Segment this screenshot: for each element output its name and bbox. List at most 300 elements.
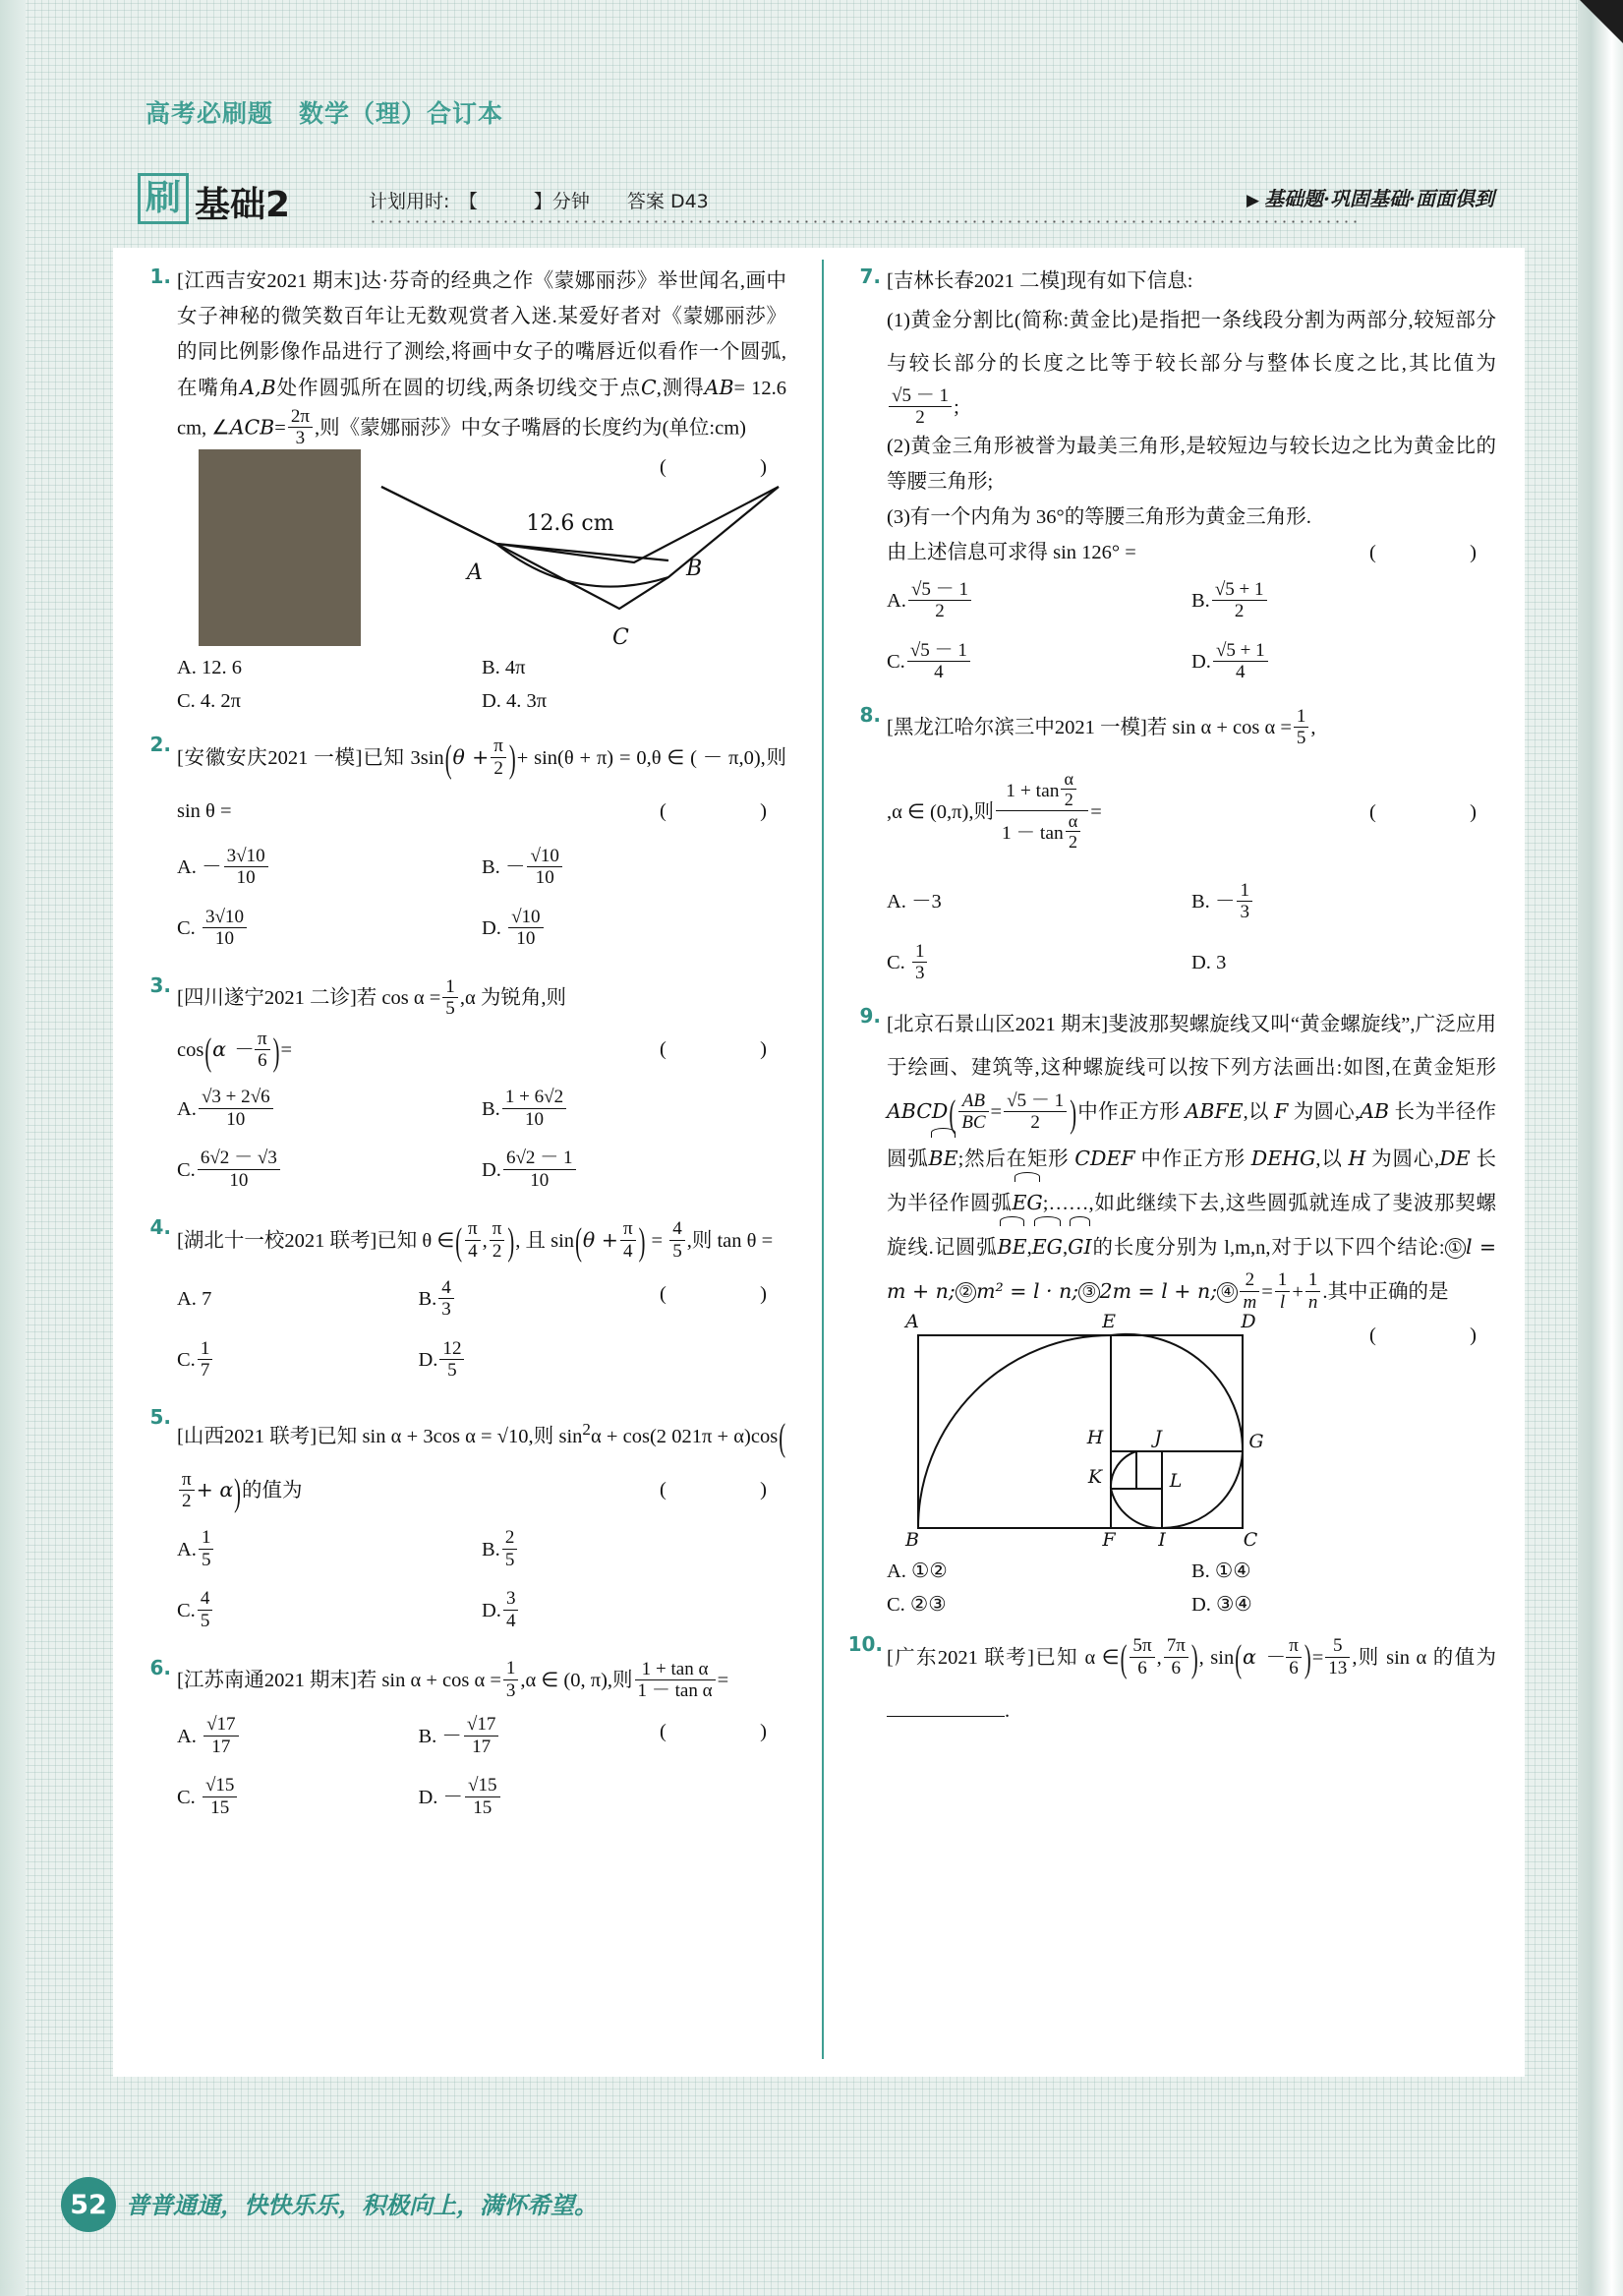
q5-opt-c-num: 4 [198, 1588, 213, 1610]
q4-i2-den: 2 [492, 1240, 502, 1262]
question-7-line2: (2)黄金三角形被誉为最美三角形,是较短边与较长边之比为黄金比的等腰三角形; [887, 436, 1496, 494]
q1-eq: = [274, 417, 286, 440]
question-10-body: [广东2021 联考]已知 α ∈( $\frac{5\pi}{6}$ , $\frac{7\pi}{6}$ ), sin(α － $\frac{\pi}{6}$ )= $\frac{5}{13}$ ,则 sin α 的值为. [887, 1631, 1496, 1737]
q7-answer-paren: ( ) [1368, 542, 1496, 564]
q2-opt-c-label: C. [177, 917, 196, 940]
q1-var-c: C [641, 376, 657, 399]
q8-opt-d-value: 3 [1216, 952, 1227, 974]
q6-answer-paren: ( ) [659, 1720, 786, 1742]
question-6-number: 6. [149, 1655, 171, 1679]
q7-opt-a-den: 2 [935, 601, 945, 622]
q1-fraction [288, 406, 313, 449]
q10-i1-num: 5π [1130, 1635, 1154, 1657]
q9-arc-list-1: BE [998, 1225, 1027, 1268]
q8-opt-b-sign: － [1214, 891, 1236, 913]
q9-option-b[interactable]: B. ①④ [1191, 1560, 1251, 1582]
q2-option-c[interactable] [177, 898, 482, 959]
q2-frac1-num: π [491, 736, 506, 757]
question-3-expression [177, 1024, 786, 1078]
question-2 [138, 732, 786, 959]
q8-num-text: 1 + tan [1006, 781, 1060, 802]
dotted-divider [369, 220, 1362, 223]
q8-opt-c-label: C. [887, 952, 905, 974]
q4-option-c[interactable] [177, 1329, 418, 1390]
q3-expr-lead: cos [177, 1039, 204, 1062]
q4-a1-den: 4 [622, 1240, 633, 1262]
q2-opt-c-den: 10 [214, 928, 234, 950]
plan-time-label: 计划用时: 【 】分钟 答案 D43 [369, 191, 709, 212]
q9-t7: 中作正方形 [1134, 1148, 1251, 1170]
q5-frac-num: π [179, 1469, 195, 1491]
q2-answer-paren: ( ) [659, 800, 786, 823]
q4-tail: ,则 tan θ = [686, 1229, 774, 1252]
q6-option-b[interactable] [418, 1706, 659, 1767]
question-1-body [177, 264, 787, 478]
q9-abfe: ABFE [1185, 1099, 1244, 1124]
q4-mid: , 且 sin [515, 1229, 575, 1252]
q7-option-a[interactable] [887, 570, 1191, 631]
q8-den-text: 1 － tan [1001, 822, 1064, 844]
question-8-options [887, 871, 1496, 993]
q10-lead: 已知 α ∈ [1033, 1646, 1120, 1669]
q4-paren-open: ( [455, 1222, 463, 1264]
q7-lead: 现有如下信息: [1066, 270, 1193, 292]
question-1-options [177, 651, 786, 718]
q1-answer-paren: ( ) [659, 455, 786, 478]
q10-answer-blank[interactable] [887, 1697, 1005, 1717]
q8-opt-b-den: 3 [1240, 902, 1249, 923]
q9-arc-list-3: GI [1068, 1225, 1091, 1268]
question-7 [847, 264, 1496, 692]
q9-t13: .其中正确的是 [1322, 1280, 1449, 1303]
q3-opt-c-den: 10 [229, 1169, 249, 1191]
page-right-edge [1578, 0, 1623, 2296]
q9-h: H [1348, 1146, 1366, 1170]
q2-opt-a-sign: － [202, 856, 222, 879]
q8-frac-num: 1 [1294, 706, 1309, 728]
shua-badge [138, 173, 189, 224]
q9-gold-den: 2 [1030, 1112, 1040, 1134]
q10-a1-num: π [1286, 1635, 1302, 1657]
page-left-edge [0, 0, 26, 2296]
q9-option-d[interactable]: D. ③④ [1191, 1593, 1252, 1616]
svg-text:F: F [1102, 1528, 1116, 1550]
q5-opt-c-label: C. [177, 1599, 196, 1621]
question-9-body: [北京石景山区2021 期末]斐波那契螺旋线又叫“黄金螺旋线”,广泛应用于绘画、建筑等,这种螺旋线可以按下列方法画出:如图,在黄金矩形 ABCD( $\frac{AB}{BC}$ = $\frac{√5 - 1}{2}$ )中作正方形 ABFE,以 F 为圆心,AB 长为半径作圆弧BE;然后在矩形 CDEF 中作正方形 DEHG,以 H 为圆心,DE 长为半径作圆弧EG;……,如此继续下去,这些圆弧就连成了斐波那契螺旋线.记圆弧BE,EG,GI的长度分别为 l,m,n,对于以下四个结论: ① l = m + n; ② m² = l · n; ③ 2m = l + n; ④ $\frac{2}{m}$ = $\frac{1}{l}$ + $\frac{1}{n}$ .其中正确的是 ( ) [887, 1003, 1496, 1313]
q1-text-1: 达·芬奇的经典之作《蒙娜丽莎》举世闻名,画中女子神秘的微笑数百年让无数观赏者入迷.某爱好者对《蒙娜丽莎》的同比例影像作品进行了测绘,将画中女子的嘴唇近似看作一个圆弧,在嘴角 [177, 270, 787, 399]
page-number-badge: 52 [61, 2177, 116, 2232]
question-3 [138, 972, 786, 1200]
question-7-line1 [887, 299, 1496, 429]
q1-text-2: 处作圆弧所在圆的切线,两条切线交于点 [275, 378, 642, 399]
q6-opt-a-num: √17 [203, 1714, 239, 1736]
svg-text:H: H [1086, 1426, 1104, 1448]
column-divider [822, 260, 824, 2059]
q9-arc-eg: EG [1012, 1181, 1042, 1224]
q3-option-c[interactable] [177, 1140, 482, 1201]
q9-t10: 长为半径作圆弧 [887, 1148, 1497, 1214]
q8-opt-b-label: B. [1191, 891, 1210, 913]
q9-option-a[interactable]: A. ①② [887, 1560, 948, 1582]
q1-option-d[interactable]: D. 4. 3π [482, 689, 548, 712]
q8-frac-den: 5 [1296, 728, 1306, 749]
q2-lead: 已知 3sin [362, 746, 444, 769]
q3-lead: 若 cos α = [356, 987, 441, 1010]
q6-opt-b-sign: － [441, 1725, 462, 1747]
section-tagline [1246, 183, 1494, 211]
q4-paren-close: ) [507, 1222, 515, 1264]
question-9-figure [877, 1314, 1486, 1555]
q6-opt-a-den: 17 [211, 1736, 231, 1757]
q9-t12: 的长度分别为 l,m,n,对于以下四个结论: [1091, 1236, 1445, 1259]
q2-opt-a-den: 10 [236, 867, 256, 889]
q8-option-c[interactable] [887, 932, 1191, 993]
question-6-options [177, 1706, 660, 1828]
q3-frac [442, 976, 458, 1020]
q4-opt-c-den: 7 [200, 1359, 210, 1381]
question-7-number: 7. [859, 265, 881, 288]
q9-t11: ;……,如此继续下去,这些圆弧就连成了斐波那契螺旋线.记圆弧 [887, 1192, 1496, 1259]
svg-text:A: A [467, 559, 483, 585]
q6-opt-c-label: C. [177, 1786, 196, 1808]
q2-mid: + sin(θ + π) = 0,θ ∈ ( － π,0),则 sin θ = [177, 746, 786, 823]
q9-ab: AB [1360, 1099, 1390, 1124]
q9-f: F [1274, 1099, 1289, 1124]
q9-arc-list-2: EG [1032, 1225, 1063, 1268]
q6-option-d[interactable] [418, 1767, 659, 1828]
q3-expr-arg: α － [212, 1037, 254, 1062]
svg-text:G: G [1248, 1430, 1264, 1452]
q8-option-d[interactable] [1191, 932, 1496, 993]
q9-gold-num: √5 － 1 [1004, 1090, 1067, 1112]
q3-frac-den: 5 [445, 998, 455, 1020]
question-9-number: 9. [859, 1004, 881, 1029]
q3-option-b[interactable] [482, 1079, 786, 1140]
q10-i1-den: 6 [1137, 1657, 1147, 1678]
question-9 [847, 1003, 1496, 1620]
q1-text-3: ,测得 [656, 378, 705, 399]
q1-frac-den: 3 [295, 428, 306, 449]
q9-ratio-eq: = [990, 1101, 1003, 1124]
q4-eq-den: 5 [672, 1240, 682, 1262]
q6-opt-b-num: √17 [464, 1714, 499, 1736]
question-1-number: 1. [149, 265, 171, 288]
question-6 [138, 1655, 786, 1828]
q8-opt-d-label: D. [1191, 952, 1211, 974]
q5-opt-a-den: 5 [201, 1549, 211, 1570]
q9-concl-1-marker: ① [1445, 1238, 1466, 1259]
q9-ratio-paren-open: ( [949, 1093, 956, 1136]
q7-line1-tail: ; [954, 396, 959, 419]
q7-option-c[interactable] [887, 631, 1191, 692]
shua-badge-label: 刷 [145, 178, 181, 218]
q10-arg-open: ( [1235, 1639, 1243, 1681]
q4-eq-num: 4 [669, 1218, 685, 1240]
q7-opt-d-den: 4 [1236, 662, 1246, 683]
q6-opt-a-label: A. [177, 1725, 197, 1747]
q9-dehg: DEHG [1250, 1146, 1316, 1170]
q1-option-c[interactable]: C. 4. 2π [177, 689, 242, 712]
q4-opt-c-num: 1 [198, 1338, 213, 1360]
running-head: 高考必刷题 数学（理）合订本 [145, 99, 504, 128]
q3-paren-open: ( [204, 1031, 212, 1074]
q2-opt-d-label: D. [482, 917, 501, 940]
q2-option-d[interactable] [482, 898, 786, 959]
q7-option-b[interactable] [1191, 570, 1496, 631]
q3-option-a[interactable] [177, 1079, 482, 1140]
q6-option-c[interactable] [177, 1767, 418, 1828]
q8-option-b[interactable] [1191, 871, 1496, 932]
q5-paren-close: ) [234, 1472, 241, 1514]
q9-option-c[interactable]: C. ②③ [887, 1593, 947, 1616]
q7-opt-c-den: 4 [934, 662, 944, 683]
q10-interval-open: ( [1120, 1639, 1128, 1681]
q9-c4-den3: n [1307, 1291, 1318, 1313]
q1-var-ab: A,B [240, 376, 276, 399]
q4-i1-num: π [465, 1218, 481, 1240]
svg-text:B: B [905, 1528, 919, 1550]
q6-opt-d-sign: － [442, 1786, 464, 1808]
q8-lead: 若 sin α + cos α = [1146, 717, 1292, 739]
q8-opt-a-value: －3 [911, 891, 942, 913]
q10-i2-num: 7π [1164, 1635, 1188, 1657]
q9-cdef: CDEF [1074, 1146, 1135, 1170]
q9-ratio-paren-close: ) [1070, 1093, 1077, 1136]
q4-arg-close: ) [638, 1222, 646, 1264]
q9-concl-2-marker: ② [956, 1282, 976, 1303]
q3-opt-a-den: 10 [226, 1108, 246, 1130]
q5-source: [山西2021 联考] [177, 1425, 318, 1447]
q2-option-a[interactable] [177, 837, 482, 898]
q1-text-4: ,则《蒙娜丽莎》中女子嘴唇的长度约为(单位:cm) [314, 417, 746, 440]
q6-big-den: 1 － tan α [637, 1680, 713, 1702]
q2-opt-b-sign: － [504, 856, 526, 879]
q5-opt-d-label: D. [482, 1599, 501, 1621]
q10-source: [广东2021 联考] [887, 1646, 1034, 1669]
svg-text:E: E [1102, 1313, 1116, 1332]
q8-tail: = [1090, 801, 1102, 824]
q6-mid: ,α ∈ (0, π),则 [520, 1669, 633, 1691]
q9-source: [北京石景山区2021 期末] [887, 1014, 1109, 1036]
svg-text:A: A [905, 1313, 919, 1332]
q3-opt-b-label: B. [482, 1097, 500, 1120]
question-10 [847, 1631, 1496, 1737]
q7-line1: (1)黄金分割比(简称:黄金比)是指把一条线段分割为两部分,较短部分与较长部分的长度之比等于较长部分与整体长度之比,其比值为 [887, 310, 1496, 375]
question-1-figure [177, 449, 786, 651]
q6-opt-c-den: 15 [210, 1796, 230, 1818]
q9-c4-den2: l [1279, 1291, 1286, 1313]
q6-lead: 若 sin α + cos α = [356, 1669, 501, 1691]
q9-c4-eq: = [1261, 1280, 1273, 1303]
q10-val-den: 13 [1328, 1657, 1348, 1678]
q3-opt-d-label: D. [482, 1158, 501, 1181]
q3-opt-c-label: C. [177, 1158, 196, 1181]
q4-opt-d-den: 5 [447, 1359, 457, 1381]
q1-option-b[interactable]: B. 4π [482, 656, 526, 678]
question-4-options [177, 1268, 660, 1390]
q7-option-d[interactable] [1191, 631, 1496, 692]
q10-mid: , sin [1198, 1646, 1235, 1669]
svg-text:J: J [1154, 1426, 1162, 1448]
question-7-options [887, 570, 1496, 692]
q2-frac1 [491, 736, 506, 779]
q5-option-c[interactable] [177, 1580, 482, 1641]
q6-opt-b-den: 17 [472, 1736, 492, 1757]
q4-option-a[interactable] [177, 1268, 418, 1329]
q9-t2: 中作正方形 [1077, 1101, 1186, 1124]
q2-opt-b-label: B. [482, 856, 500, 879]
q2-opt-a-label: A. [177, 856, 197, 879]
svg-text:C: C [1243, 1528, 1258, 1550]
svg-text:C: C [612, 624, 629, 650]
q9-c4-num3: 1 [1305, 1269, 1321, 1291]
q3-opt-b-num: 1 + 6√2 [502, 1087, 566, 1108]
section-tagline-text: 基础题·巩固基础·面面俱到 [1264, 187, 1494, 210]
question-7-line3: (3)有一个内角为 36°的等腰三角形为黄金三角形. [887, 506, 1311, 529]
q5-answer-paren: ( ) [659, 1479, 786, 1501]
question-4 [138, 1214, 786, 1390]
question-2-number: 2. [149, 732, 171, 756]
question-4-body: [湖北十一校2021 联考]已知 θ ∈( $\frac{\pi}{4}$ , $\frac{\pi}{2}$ ), 且 sin(θ + $\frac{\pi}{4}$ ) = $\frac{4}{5}$ ,则 tan θ = ( ) [177, 1214, 786, 1268]
question-3-number: 3. [149, 973, 171, 998]
q5-sup: 2 [582, 1420, 591, 1440]
q4-opt-a-value: 7 [202, 1288, 212, 1311]
q7-source: [吉林长春2021 二模] [887, 270, 1067, 292]
q4-answer-paren: ( ) [659, 1283, 786, 1306]
fibonacci-spiral-diagram [877, 1314, 1300, 1550]
question-5-body [177, 1404, 786, 1519]
q6-opt-d-num: √15 [465, 1775, 500, 1796]
q8-big-den [996, 811, 1088, 853]
q5-opt-b-num: 2 [502, 1527, 518, 1549]
q8-option-a[interactable] [887, 871, 1191, 932]
q10-tail: ,则 sin α 的值为 [1352, 1646, 1496, 1669]
q2-opt-c-num: 3√10 [203, 907, 247, 928]
q5-option-a[interactable] [177, 1519, 482, 1580]
q5-opt-a-label: A. [177, 1538, 197, 1560]
q8-mid: ,α ∈ (0,π),则 [887, 801, 994, 824]
question-8-number: 8. [859, 703, 881, 728]
q3-opt-d-den: 10 [530, 1169, 550, 1191]
q9-answer-paren: ( ) [1368, 1324, 1496, 1346]
q5-alpha: + α [196, 1478, 234, 1502]
q7-opt-d-num: √5 + 1 [1213, 640, 1268, 662]
q5-frac-den: 2 [182, 1491, 192, 1512]
q8-num-half-d: 2 [1064, 790, 1073, 810]
q3-option-d[interactable] [482, 1140, 786, 1201]
q6-source: [江苏南通2021 期末] [177, 1669, 357, 1691]
q3-opt-b-den: 10 [524, 1108, 544, 1130]
q6-opt-c-num: √15 [203, 1775, 238, 1796]
q1-acb: ACB [229, 415, 275, 440]
q7-line1-num: √5 － 1 [889, 385, 952, 407]
q6-opt-d-label: D. [418, 1786, 438, 1808]
q9-c4-num: 2 [1240, 1269, 1259, 1291]
q5-opt-a-num: 1 [199, 1527, 214, 1549]
q3-answer-paren: ( ) [659, 1038, 786, 1061]
q5-paren-open: ( [779, 1418, 786, 1460]
svg-text:I: I [1158, 1528, 1166, 1550]
footer-motto: 普普通通，快快乐乐，积极向上，满怀希望。 [126, 2191, 598, 2219]
q4-opt-b-den: 3 [441, 1298, 451, 1320]
q4-opt-c-label: C. [177, 1349, 196, 1372]
question-10-number: 10. [847, 1631, 883, 1656]
question-2-options [177, 837, 786, 959]
q9-t6: ;然后在矩形 [957, 1148, 1075, 1170]
q1-ab-label: AB [704, 376, 734, 399]
q3-expr-tail: = [280, 1039, 293, 1062]
q8-den-half-n: α [1066, 811, 1081, 832]
q8-opt-b-num: 1 [1237, 880, 1252, 902]
question-5-number: 5. [149, 1405, 171, 1430]
q4-opt-b-num: 4 [438, 1277, 454, 1299]
q4-opt-d-num: 12 [439, 1338, 464, 1360]
q7-line1-den: 2 [915, 407, 925, 429]
q3-opt-a-label: A. [177, 1097, 197, 1120]
q1-ab-value: = 12.6 cm, ∠ [177, 378, 787, 440]
q2-paren-open: ( [444, 739, 452, 782]
svg-text:12.6 cm: 12.6 cm [526, 510, 614, 536]
svg-text:L: L [1169, 1469, 1183, 1492]
q8-opt-c-den: 3 [914, 963, 925, 984]
q8-big-num [996, 769, 1088, 811]
q9-t3: ,以 [1243, 1101, 1275, 1124]
question-3-body [177, 972, 786, 1024]
question-4-number: 4. [149, 1214, 171, 1239]
question-7-line4 [887, 535, 1496, 570]
q5-opt-b-den: 5 [504, 1549, 515, 1570]
q8-den-half-d: 2 [1068, 831, 1077, 852]
q4-opt-a-label: A. [177, 1288, 197, 1311]
q7-line4-text: 由上述信息可求得 sin 126° = [887, 542, 1136, 564]
q2-option-b[interactable] [482, 837, 786, 898]
q7-opt-b-num: √5 + 1 [1212, 579, 1267, 601]
svg-text:B: B [686, 556, 703, 581]
q4-source: [湖北十一校2021 联考] [177, 1229, 377, 1252]
q4-i2-num: π [490, 1218, 505, 1240]
q8-answer-paren: ( ) [1368, 801, 1496, 824]
q1-option-a[interactable]: A. 12. 6 [177, 656, 243, 678]
q4-opt-d-label: D. [418, 1349, 438, 1372]
q9-t8: ,以 [1315, 1148, 1349, 1170]
question-8 [847, 702, 1496, 993]
q7-opt-b-label: B. [1191, 590, 1210, 613]
q2-paren-close: ) [508, 739, 516, 782]
q4-theta: θ + [582, 1227, 618, 1252]
left-column [138, 264, 786, 1832]
q6-big-num: 1 + tan α [635, 1659, 716, 1680]
triangle-bullet-icon: ▶ [1246, 191, 1260, 210]
q6-option-a[interactable] [177, 1706, 418, 1767]
question-8-body: [黑龙江哈尔滨三中2021 一模]若 sin α + cos α = $\frac{1}{5}$ , [887, 706, 1316, 749]
q10-eq: = [1311, 1646, 1324, 1669]
q5-option-d[interactable] [482, 1580, 786, 1641]
q5-option-b[interactable] [482, 1519, 786, 1580]
q7-opt-b-den: 2 [1234, 601, 1245, 622]
q9-t9: 为圆心, [1365, 1148, 1440, 1170]
q9-c4-den: m [1243, 1291, 1257, 1313]
question-1 [138, 264, 786, 718]
q3-opt-a-num: √3 + 2√6 [199, 1087, 273, 1108]
q10-interval-close: ) [1190, 1639, 1198, 1681]
q5-mid: α + cos(2 021π + α)cos [590, 1425, 779, 1447]
mona-lisa-image [199, 449, 361, 646]
q4-option-d[interactable] [418, 1329, 659, 1390]
q2-source: [安徽安庆2021 一模] [177, 746, 363, 769]
q3-paren-close: ) [272, 1031, 280, 1074]
q10-arg-close: ) [1304, 1639, 1311, 1681]
q9-abcd: ABCD [887, 1099, 949, 1124]
